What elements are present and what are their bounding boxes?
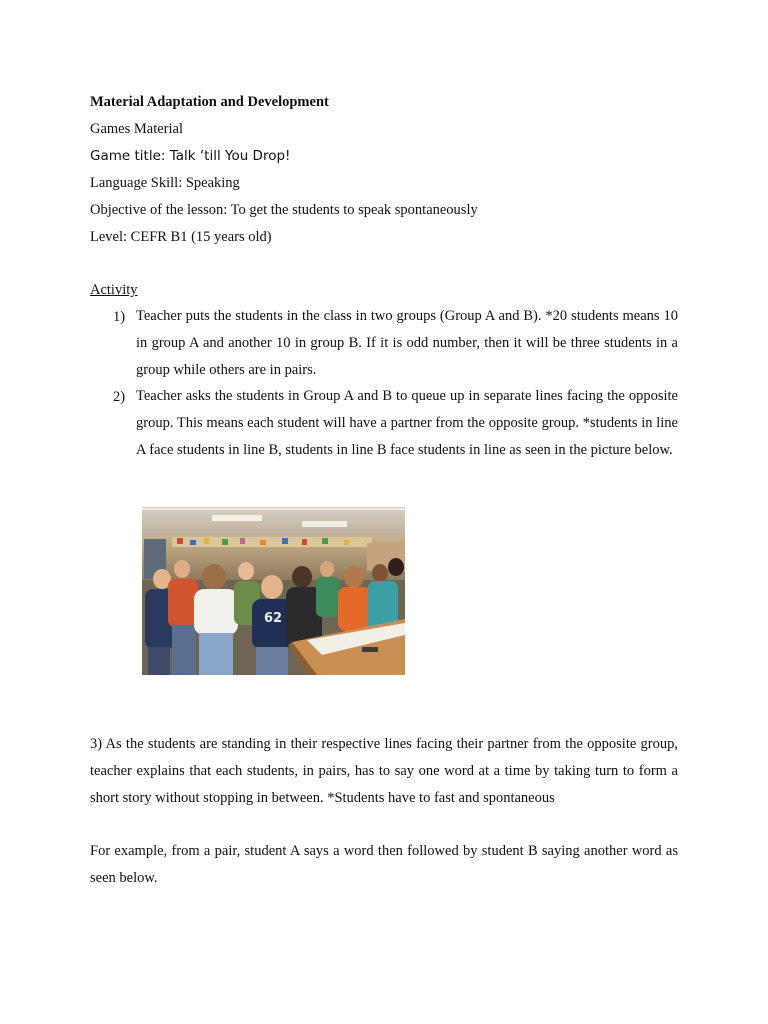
lesson-objective: Objective of the lesson: To get the students to speak spontaneously: [90, 202, 478, 218]
step-1-text: Teacher puts the students in the class in two groups (Group A and B). *20 students means 10 in group A and another 10 in group B. If it is odd number, then it will be three students in a group while others are in pairs.: [136, 308, 678, 378]
document-title: Material Adaptation and Development: [90, 94, 329, 110]
game-title: Game title: Talk ‘till You Drop!: [90, 148, 291, 164]
example-text: For example, from a pair, student A says a word then followed by student B saying another word as seen below.: [90, 843, 678, 886]
step-1-number: 1): [113, 309, 126, 325]
level: Level: CEFR B1 (15 years old): [90, 229, 272, 245]
language-skill: Language Skill: Speaking: [90, 175, 240, 191]
classroom-photo: [142, 507, 405, 675]
svg-text:62: 62: [264, 611, 283, 626]
step-2-number: 2): [113, 389, 126, 405]
step-3-text: 3) As the students are standing in their respective lines facing their partner from the opposite group, teacher explains that each students, in pairs, has to say one word at a time by taking turn to form a short story without stopping in between. *Students have to fast and spontaneous: [90, 736, 678, 806]
step-2-text: Teacher asks the students in Group A and B to queue up in separate lines facing the opposite group. This means each student will have a partner from the opposite group. *students in line A face students in line B, students in line B face students in line as seen in the picture below.: [136, 388, 678, 458]
activity-heading: Activity: [90, 282, 138, 298]
material-category: Games Material: [90, 121, 184, 137]
